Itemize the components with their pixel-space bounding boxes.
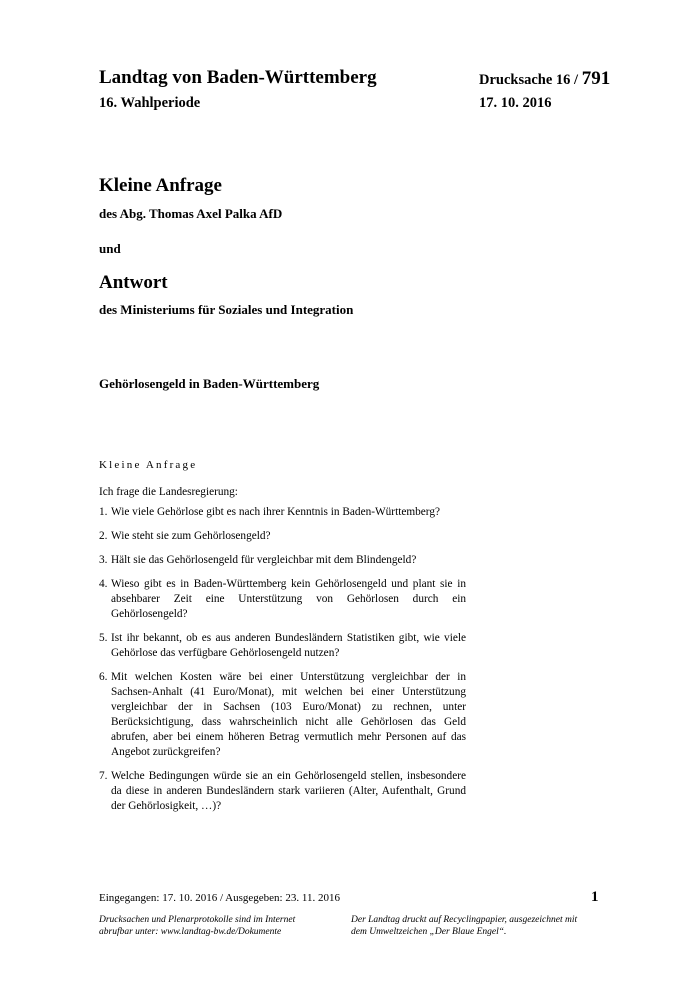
footer-note-right: Der Landtag druckt auf Recyclingpapier, ausgezeichnet mit dem Umweltzeichen „Der Blaue Engel“. [351, 915, 578, 937]
question-text: Mit welchen Kosten wäre bei einer Unterstützung vergleichbar der in Sachsen-Anhalt (41 Euro/Monat), mit welchen bei einer Unterstützung vergleichbar der in Sachsen (103 Euro/Monat) zu rechnen, unter Berücksichtigung, dass wahrscheinlich nicht alle Gehörlosen das Geld abrufen, aber bei einem höheren Betrag vermutlich mehr Personen auf das Angebot zurückgreifen? [111, 671, 466, 758]
question-number: 5. [99, 632, 108, 644]
question-item [99, 553, 466, 568]
topic-title: Gehörlosengeld in Baden-Württemberg [99, 376, 320, 391]
question-text: Ist ihr bekannt, ob es aus anderen Bundesländern Statistiken gibt, wie viele Gehörlose das verfügbare Gehörlosengeld nutzen? [111, 632, 466, 659]
question-number: 1. [99, 506, 108, 518]
footer-note-left: Drucksachen und Plenarprotokolle sind im Internet abrufbar unter: www.landtag-bw.de/Dokumente [99, 915, 296, 937]
question-item [99, 529, 466, 544]
document-date: 17. 10. 2016 [479, 95, 552, 111]
parliament-title: Landtag von Baden-Württemberg [99, 67, 377, 88]
footer-dates: Eingegangen: 17. 10. 2016 / Ausgegeben: 23. 11. 2016 [99, 892, 340, 904]
antwort-author: des Ministeriums für Soziales und Integration [99, 302, 354, 317]
drucksache-prefix: Drucksache 16 / [479, 72, 579, 88]
question-text: Wieso gibt es in Baden-Württemberg kein Gehörlosengeld und plant sie in absehbarer Zeit eine Unterstützung von Gehörlosen durch ein Gehörlosengeld? [111, 578, 466, 620]
legislative-period: 16. Wahlperiode [99, 95, 201, 111]
question-item [99, 577, 466, 622]
question-item [99, 670, 466, 760]
question-text: Wie viele Gehörlose gibt es nach ihrer Kenntnis in Baden-Württemberg? [111, 506, 441, 518]
question-text: Welche Bedingungen würde sie an ein Gehörlosengeld stellen, insbesondere da diese in anderen Bundesländern stark variieren (Alter, Aufenthalt, Grund der Gehörlosigkeit, …)? [111, 770, 466, 812]
drucksache-number: 791 [581, 68, 611, 89]
intro-text: Ich frage die Landesregierung: [99, 486, 238, 498]
question-item [99, 769, 466, 814]
question-number: 4. [99, 578, 108, 590]
question-item [99, 631, 466, 661]
question-number: 7. [99, 770, 108, 782]
question-item [99, 505, 466, 520]
drucksache-label [479, 68, 610, 90]
question-number: 3. [99, 554, 108, 566]
und-connector: und [99, 241, 121, 256]
question-number: 2. [99, 530, 108, 542]
question-text: Hält sie das Gehörlosengeld für vergleichbar mit dem Blindengeld? [111, 554, 417, 566]
section-label: Kleine Anfrage [99, 459, 198, 471]
question-text: Wie steht sie zum Gehörlosengeld? [111, 530, 271, 542]
question-list [99, 505, 466, 823]
anfrage-author: des Abg. Thomas Axel Palka AfD [99, 206, 283, 221]
antwort-heading: Antwort [99, 272, 168, 293]
page-number: 1 [591, 889, 599, 905]
kleine-anfrage-heading: Kleine Anfrage [99, 175, 222, 196]
question-number: 6. [99, 671, 108, 683]
